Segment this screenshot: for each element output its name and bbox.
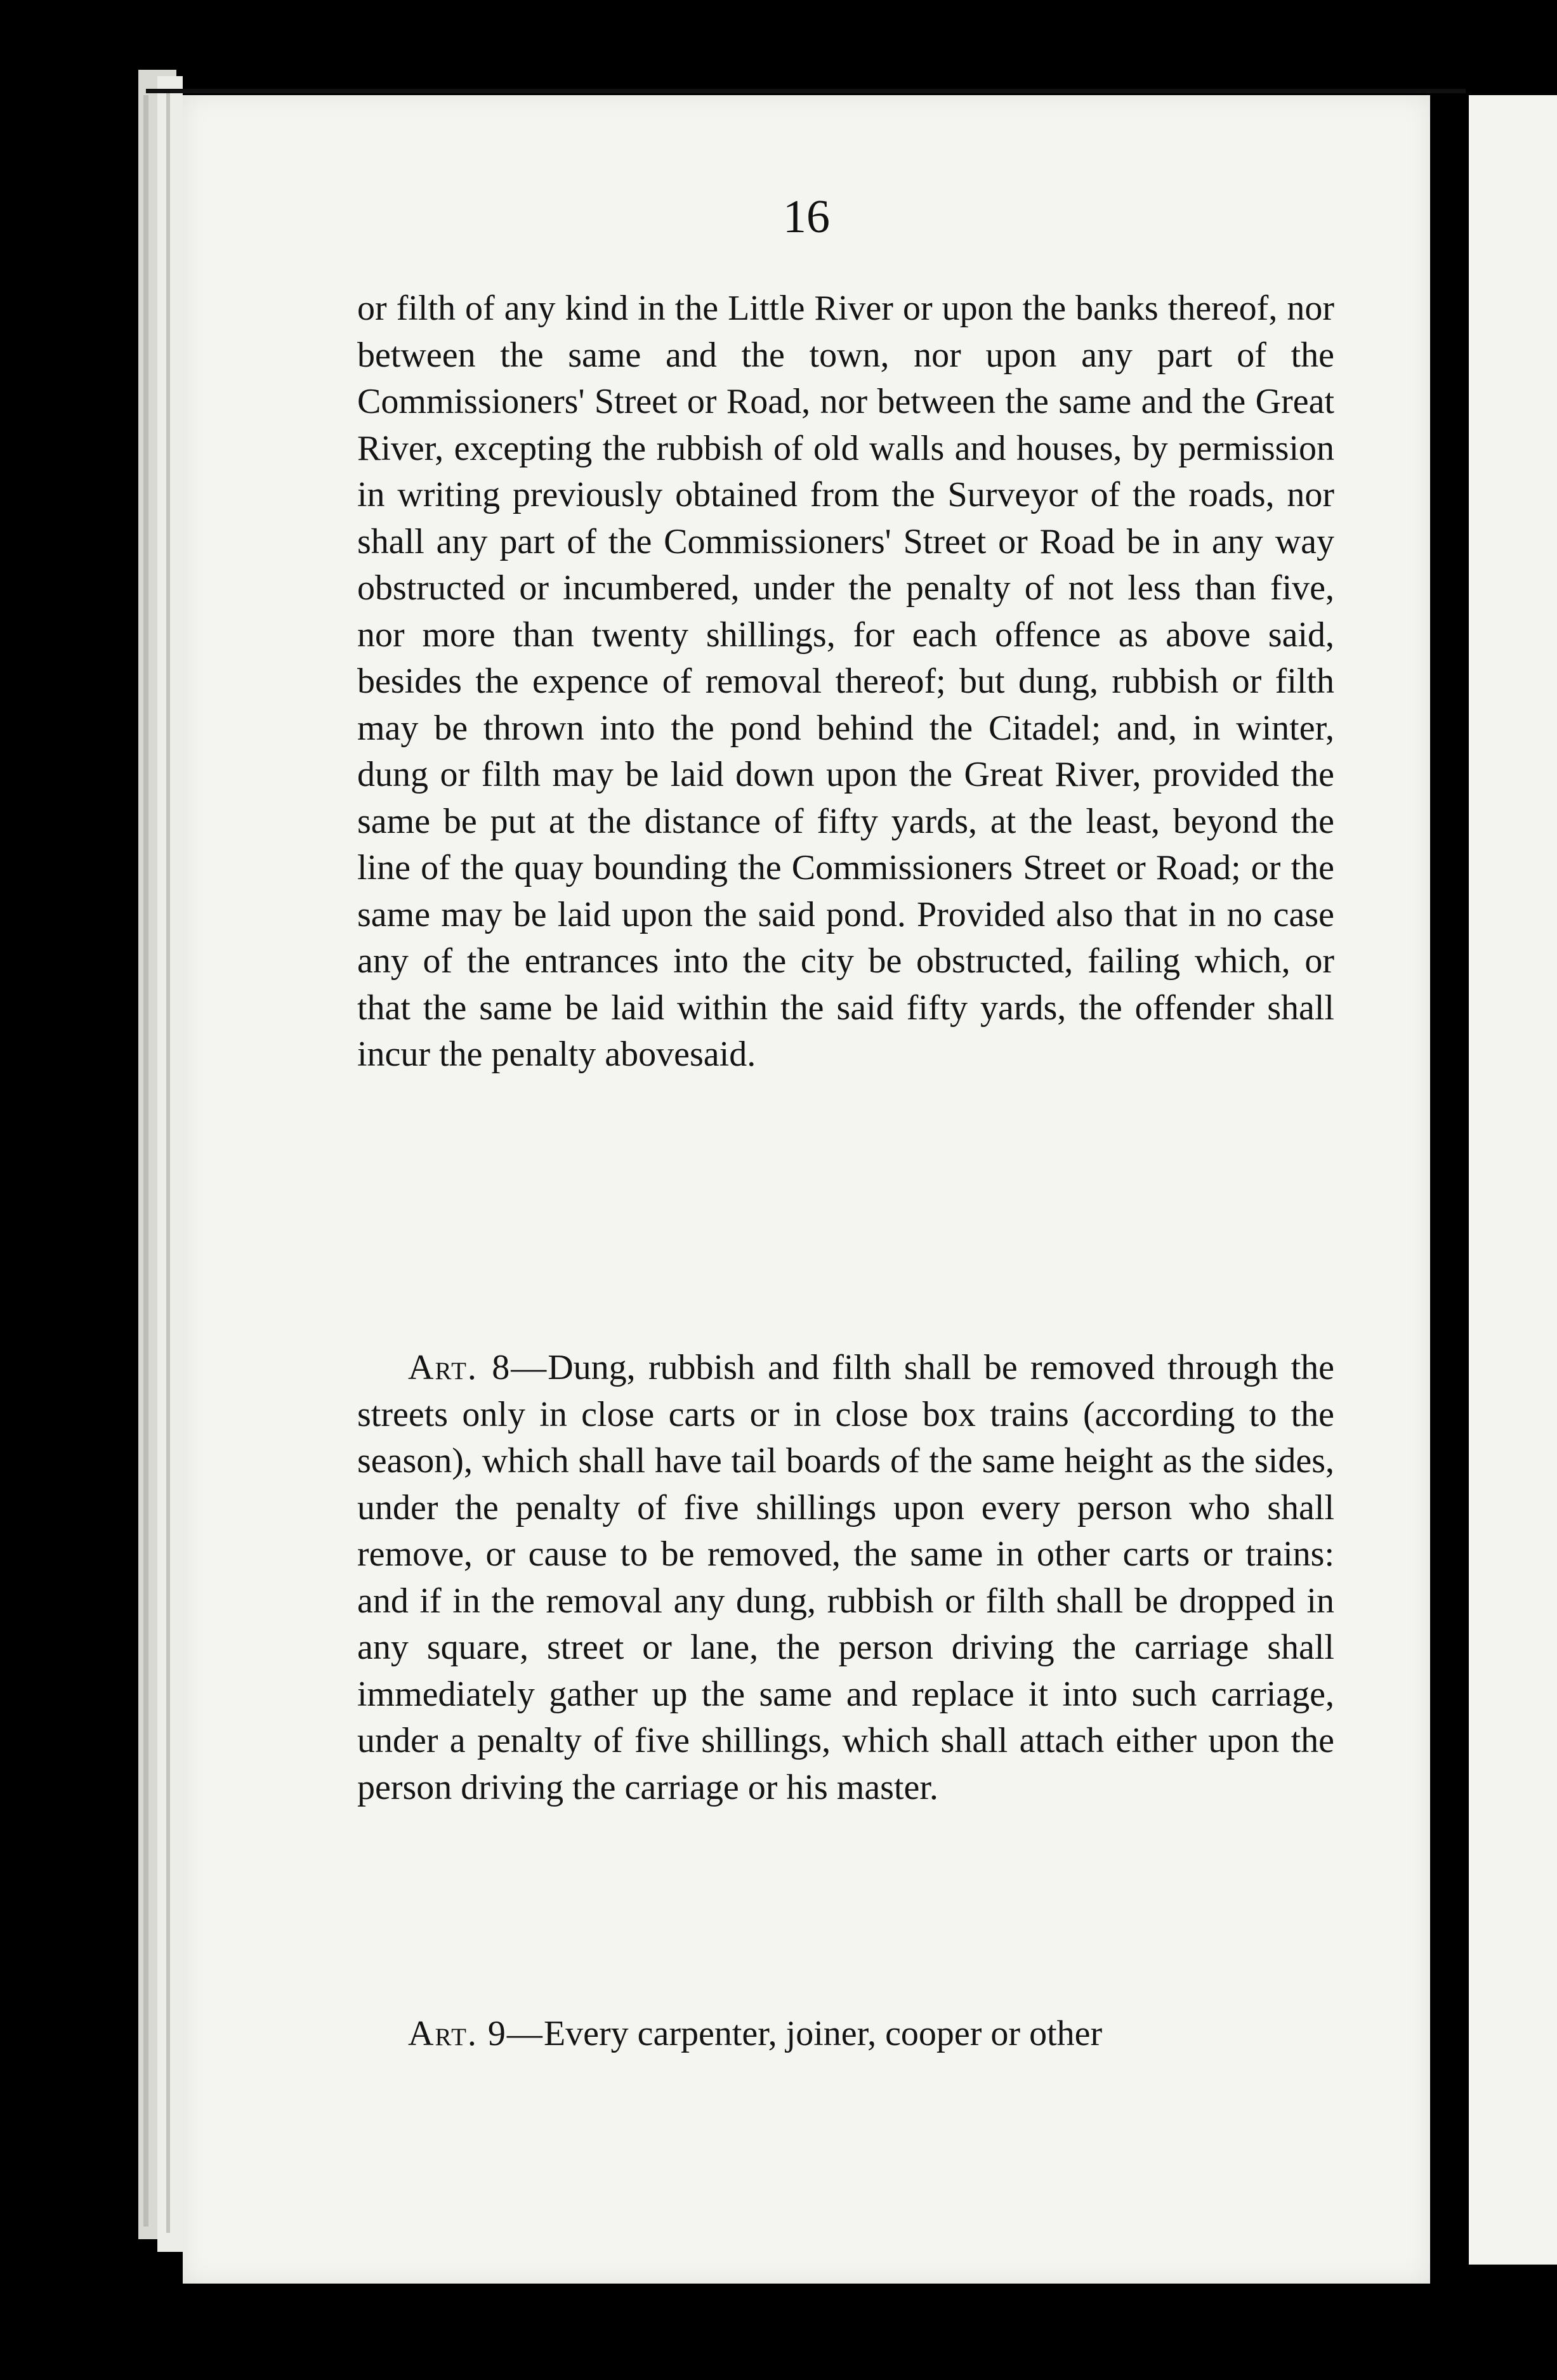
page-edge-shadow	[166, 89, 170, 2233]
facing-page	[1469, 95, 1557, 2265]
article-8	[357, 1345, 1334, 1811]
book-page	[183, 95, 1430, 2284]
page-number: 16	[783, 191, 830, 243]
page-edge	[157, 76, 183, 2252]
page-edge-shadow	[143, 95, 148, 2226]
article-heading: Art. 9—	[408, 2014, 544, 2053]
paragraph-text: Dung, rubbish and filth shall be removed through the streets only in close carts or in close box trains (according to the season), which shall have tail boards of the same height as the sides, under the penalty of five shillings upon every person who shall remove, or cause to be removed, the same in other carts or trains: and if in the removal any dung, rubbish or filth shall be dropped in any square, street or lane, the person driving the carriage shall immediately gather up the same and replace it into such carriage, under a penalty of five shillings, which shall attach either upon the person driving the carriage or his master.	[357, 1348, 1335, 1807]
paragraph-text: Every carpenter, joiner, cooper or other	[543, 2014, 1103, 2053]
paragraph-continuation	[357, 285, 1334, 1078]
paragraph-text: or filth of any kind in the Little River or upon the banks thereof, nor between the same and the town, nor upon any part of the Commissioners' Street or Road, nor between the same and the Great River, excepting the rubbish of old walls and houses, by permission in writing previously obtained from the Surveyor of the roads, nor shall any part of the Commissioners' Street or Road be in any way obstructed or incumbered, under the penalty of not less than five, nor more than twenty shillings, for each offence as above said, besides the expence of removal thereof; but dung, rubbish or filth may be thrown into the pond behind the Citadel; and, in winter, dung or filth may be laid down upon the Great River, provided the same be put at the distance of fifty yards, at the least, beyond the line of the quay bounding the Commissioners Street or Road; or the same may be laid upon the said pond. Provided also that in no case any of the entrances into the city be obstructed, failing which, or that the same be laid within the said fifty yards, the offender shall incur the penalty abovesaid.	[357, 289, 1334, 1074]
article-9	[357, 2011, 1334, 2058]
article-heading: Art. 8—	[408, 1348, 548, 1387]
top-rule	[146, 89, 1466, 93]
